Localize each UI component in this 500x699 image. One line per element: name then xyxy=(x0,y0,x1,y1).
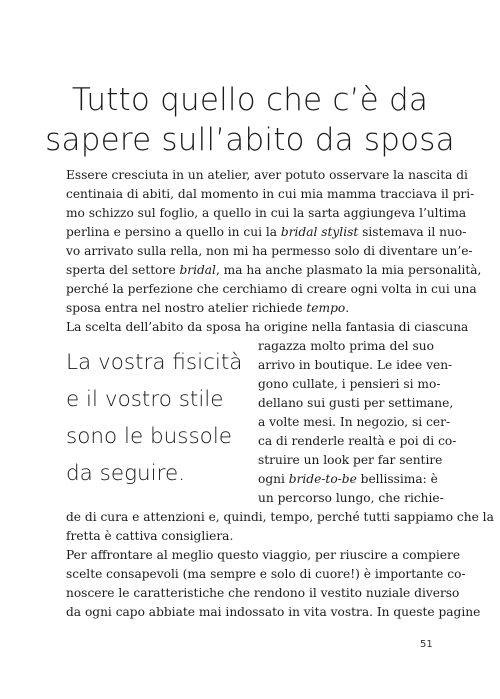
italic-text: bride-to-be xyxy=(288,472,357,486)
chapter-title xyxy=(0,80,500,160)
text-run: . xyxy=(345,301,350,315)
text-line xyxy=(258,356,453,375)
text-run: fretta è cattiva consigliera. xyxy=(66,529,234,543)
text-line xyxy=(66,527,434,546)
text-run: sperta del settore xyxy=(66,263,180,277)
text-run: ca di renderle realtà e poi di co- xyxy=(258,434,457,448)
italic-text: tempo xyxy=(306,301,346,315)
text-line xyxy=(258,489,444,508)
text-run: vo arrivato sulla rella, non mi ha permesso solo di diventare un’e- xyxy=(66,244,473,258)
italic-text: bridal stylist xyxy=(280,225,359,239)
text-line xyxy=(258,432,457,451)
text-run: sistemava il nuo- xyxy=(358,225,467,239)
text-run: dellano sui gusti per settimane, xyxy=(258,396,454,410)
italic-text: bridal xyxy=(179,263,216,277)
chapter-title-line-2: sapere sull’abito da sposa xyxy=(45,122,455,158)
text-run: struire un look per far sentire xyxy=(258,453,443,467)
text-run: perlina e persino a quello in cui la xyxy=(66,225,281,239)
text-line xyxy=(66,565,466,584)
text-run: La scelta dell’abito da sposa ha origine nella fantasia di ciascuna xyxy=(66,320,469,334)
text-run: de di cura e attenzioni e, quindi, tempo, perché tutti sappiamo che la xyxy=(66,510,494,524)
text-line xyxy=(66,546,461,565)
text-run: perché la perfezione che cerchiamo di creare ogni volta in cui una xyxy=(66,282,477,296)
text-line xyxy=(66,508,494,527)
text-run: mo schizzo sul foglio, a quello in cui la sarta aggiungeva l’ultima xyxy=(66,206,467,220)
text-line xyxy=(66,166,468,185)
text-line xyxy=(66,280,477,299)
text-line xyxy=(258,470,438,489)
text-line xyxy=(66,318,469,337)
text-run: da ogni capo abbiate mai indossato in vita vostra. In queste pagine xyxy=(66,605,481,619)
text-run: ogni xyxy=(258,472,289,486)
text-line xyxy=(66,603,481,622)
pull-quote xyxy=(66,344,246,492)
text-run: Per affrontare al meglio questo viaggio, per riuscire a compiere xyxy=(66,548,461,562)
page-number: 51 xyxy=(420,639,433,650)
pull-quote-line: e il vostro stile xyxy=(66,387,224,412)
text-run: noscere le caratteristiche che rendono il vestito nuziale diverso xyxy=(66,586,460,600)
text-run: Essere cresciuta in un atelier, aver potuto osservare la nascita di xyxy=(66,168,468,182)
text-line xyxy=(258,375,441,394)
text-run: scelte consapevoli (ma sempre e solo di cuore!) è importante co- xyxy=(66,567,466,581)
text-line xyxy=(258,337,434,356)
text-line xyxy=(66,242,473,261)
pull-quote-line: La vostra fisicità xyxy=(66,350,243,375)
text-line xyxy=(258,413,451,432)
text-run: ragazza molto prima del suo xyxy=(258,339,434,353)
text-line xyxy=(66,185,475,204)
pull-quote-line: sono le bussole xyxy=(66,424,233,449)
text-line xyxy=(258,394,454,413)
text-line xyxy=(258,451,443,470)
text-line xyxy=(66,204,467,223)
text-run: , ma ha anche plasmato la mia personalità, xyxy=(215,263,482,277)
text-run: centinaia di abiti, dal momento in cui mia mamma tracciava il pri- xyxy=(66,187,475,201)
text-run: bellissima: è xyxy=(356,472,438,486)
text-run: arrivo in boutique. Le idee ven- xyxy=(258,358,453,372)
text-run: sposa entra nel nostro atelier richiede xyxy=(66,301,307,315)
text-run: a volte mesi. In negozio, si cer- xyxy=(258,415,451,429)
chapter-title-line-1: Tutto quello che c’è da xyxy=(71,82,429,118)
text-line xyxy=(66,261,482,280)
text-line xyxy=(66,299,434,318)
text-run: un percorso lungo, che richie- xyxy=(258,491,444,505)
pull-quote-line: da seguire. xyxy=(66,461,186,486)
text-line xyxy=(66,584,460,603)
text-line xyxy=(66,223,467,242)
text-run: gono cullate, i pensieri si mo- xyxy=(258,377,441,391)
